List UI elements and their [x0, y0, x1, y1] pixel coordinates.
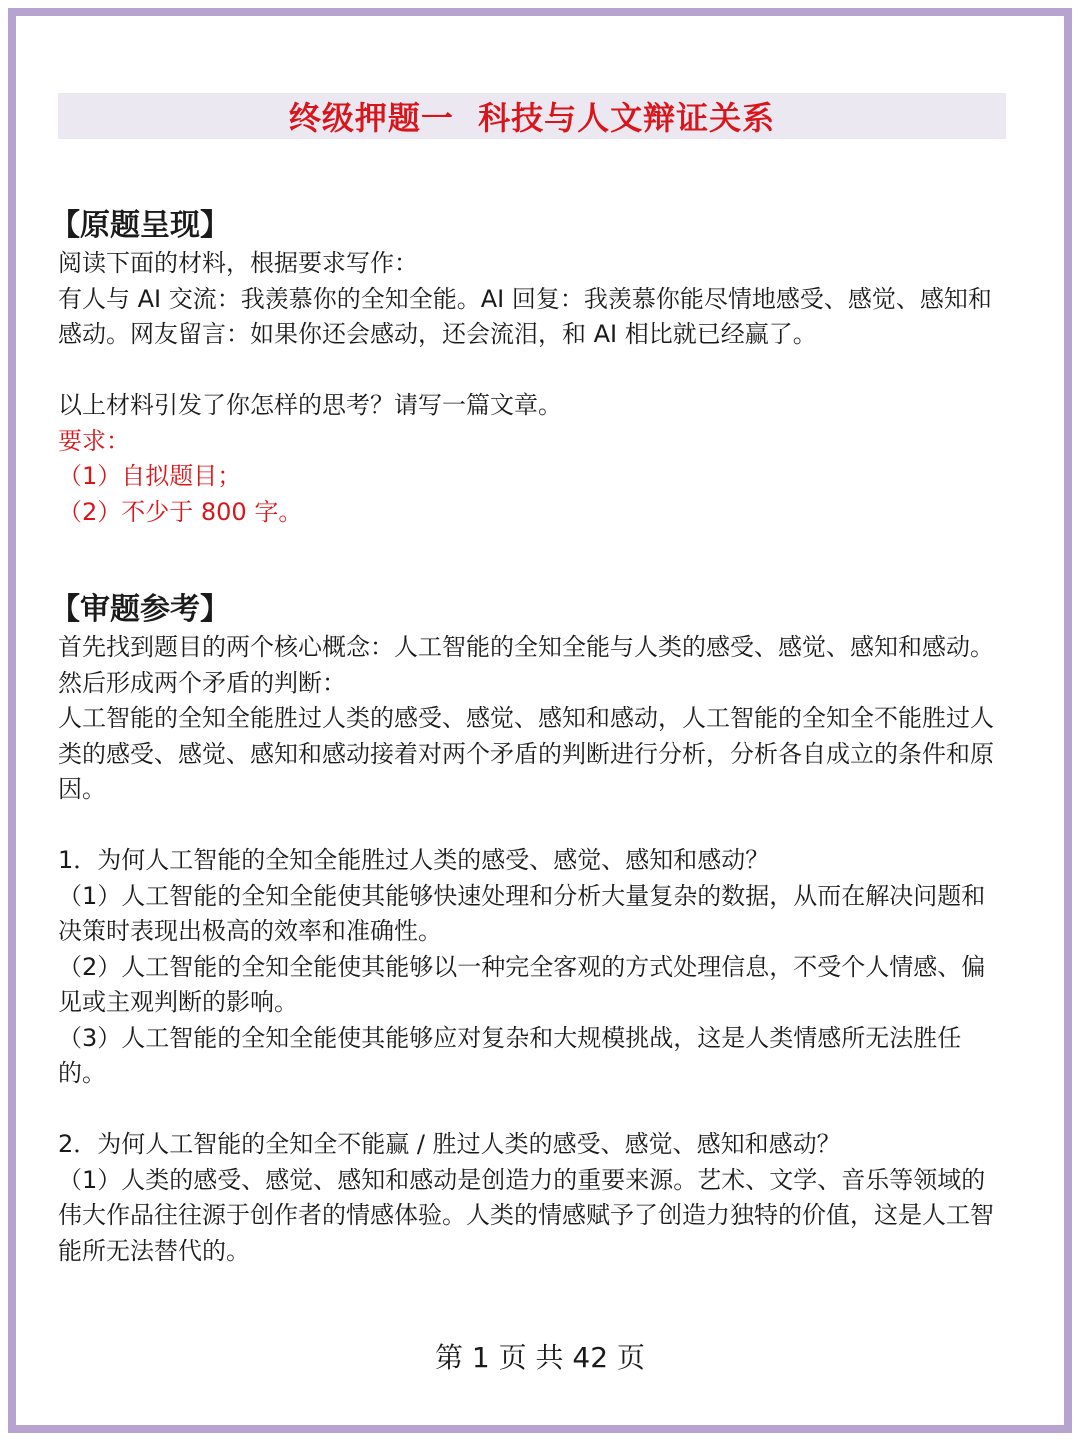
title-banner — [58, 93, 1006, 139]
question-1-point: （1）人工智能的全知全能使其能够快速处理和分析大量复杂的数据，从而在解决问题和决策时表现出极高的效率和准确性。 — [58, 881, 986, 945]
requirements-label: 要求： — [58, 426, 130, 455]
spacer — [58, 353, 1008, 389]
requirement-item: （2）不少于 800 字。 — [58, 497, 303, 526]
spacer — [58, 530, 1008, 590]
question-2-title: 2．为何人工智能的全知全不能赢 / 胜过人类的感受、感觉、感知和感动？ — [58, 1130, 841, 1158]
page-number-footer: 第 1 页 共 42 页 — [435, 1341, 645, 1374]
section-heading-analysis: 【审题参考】 — [50, 592, 230, 627]
requirement-item: （1）自拟题目； — [58, 462, 242, 490]
question-1-point: （2）人工智能的全知全能使其能够以一种完全客观的方式处理信息，不受个人情感、偏见或主观判断的影响。 — [58, 952, 986, 1016]
question-1-point: （3）人工智能的全知全能使其能够应对复杂和大规模挑战，这是人类情感所无法胜任的。 — [58, 1023, 962, 1087]
spacer — [58, 1092, 1008, 1128]
page-title: 终级押题一 科技与人文辩证关系 — [288, 99, 776, 137]
writing-prompt: 以上材料引发了你怎样的思考？请写一篇文章。 — [58, 391, 562, 419]
instruction-line: 阅读下面的材料，根据要求写作： — [58, 249, 418, 277]
question-2-point: （1）人类的感受、感觉、感知和感动是创造力的重要来源。艺术、文学、音乐等领域的伟大作品往往源于创作者的情感体验。人类的情感赋予了创造力独特的价值，这是人工智能所无法替代的。 — [58, 1165, 994, 1265]
material-paragraph: 有人与 AI 交流：我羡慕你的全知全能。AI 回复：我羡慕你能尽情地感受、感觉、感知和感动。网友留言：如果你还会感动，还会流泪，和 AI 相比就已经赢了。 — [58, 284, 992, 348]
analysis-judgement: 人工智能的全知全能胜过人类的感受、感觉、感知和感动，人工智能的全知全不能胜过人类的感受、感觉、感知和感动接着对两个矛盾的判断进行分析，分析各自成立的条件和原因。 — [58, 704, 994, 803]
spacer — [58, 808, 1008, 844]
section-heading-original: 【原题呈现】 — [50, 208, 230, 243]
document-body — [50, 206, 1008, 1269]
analysis-intro: 首先找到题目的两个核心概念：人工智能的全知全能与人类的感受、感觉、感知和感动。然后形成两个矛盾的判断： — [58, 633, 994, 697]
question-1-title: 1．为何人工智能的全知全能胜过人类的感受、感觉、感知和感动？ — [58, 846, 770, 874]
